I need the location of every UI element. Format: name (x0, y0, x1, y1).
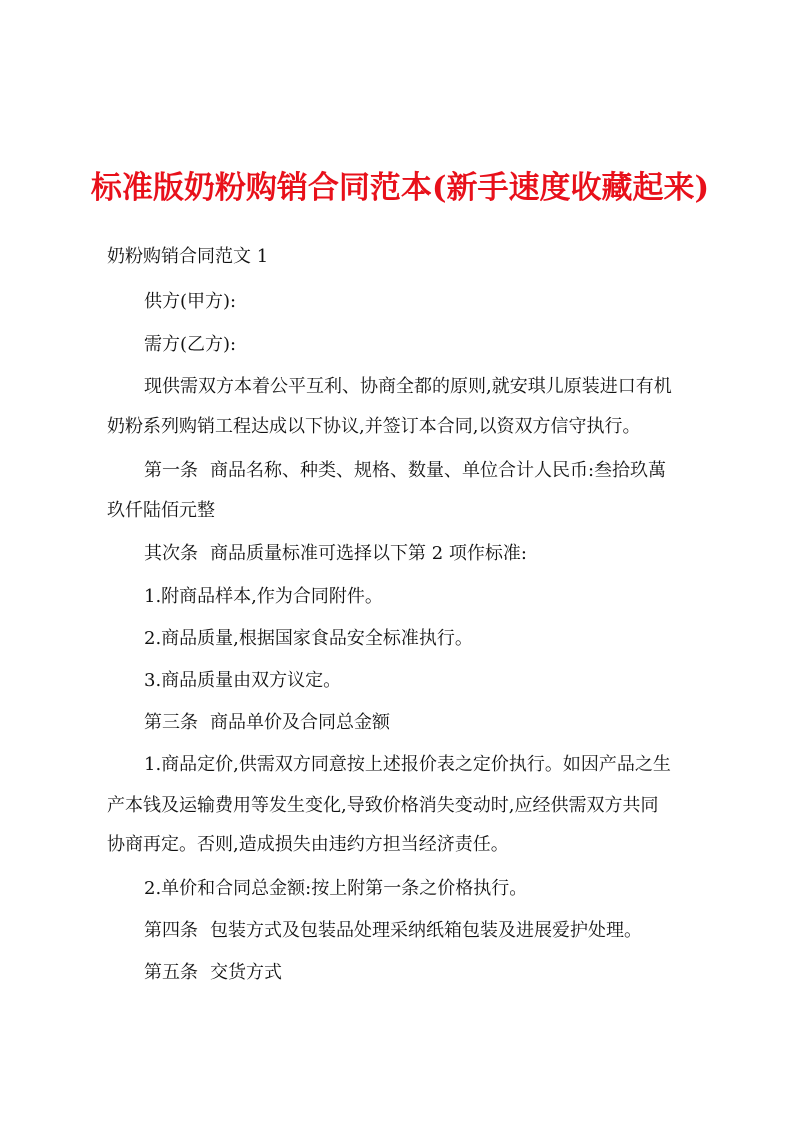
article-1-text: 商品名称、种类、规格、数量、单位合计人民币:叁拾玖萬 (210, 460, 667, 481)
article-2-text: 商品质量标准可选择以下第 2 项作标准: (210, 543, 527, 564)
article-3-item-1-line-1: 1.商品定价,供需双方同意按上述报价表之定价执行。如因产品之生 (144, 754, 671, 775)
article-5-text: 交货方式 (210, 962, 282, 983)
article-5-label: 第五条 (144, 962, 198, 983)
article-4-label: 第四条 (144, 920, 198, 941)
supplier-line: 供方(甲方): (144, 291, 237, 312)
article-1-line-2: 玖仟陆佰元整 (107, 500, 215, 521)
article-4-text: 包装方式及包装品处理采纳纸箱包装及进展爱护处理。 (210, 920, 642, 941)
intro-paragraph-line-2: 奶粉系列购销工程达成以下协议,并签订本合同,以资双方信守执行。 (107, 416, 641, 437)
buyer-line: 需方(乙方): (144, 334, 237, 355)
article-3-label: 第三条 (144, 712, 198, 733)
article-3-item-1-line-3: 协商再定。否则,造成损失由违约方担当经济责任。 (107, 834, 509, 855)
article-3-item-1-line-2: 产本钱及运输费用等发生变化,导致价格消失变动时,应经供需双方共同 (107, 795, 659, 816)
article-3-line (144, 710, 744, 736)
document-title: 标准版奶粉购销合同范本(新手速度收藏起来) (90, 170, 710, 206)
article-2-label: 其次条 (144, 543, 198, 564)
article-2-item-2: 2.商品质量,根据国家食品安全标准执行。 (144, 628, 473, 649)
article-1-label: 第一条 (144, 460, 198, 481)
section-heading: 奶粉购销合同范文 1 (107, 246, 269, 267)
article-3-text: 商品单价及合同总金额 (210, 712, 390, 733)
article-2-item-1: 1.附商品样本,作为合同附件。 (144, 586, 383, 607)
article-5-line (144, 960, 744, 986)
article-2-item-3: 3.商品质量由双方议定。 (144, 670, 342, 691)
article-1-line-1 (144, 458, 744, 484)
article-4-line (144, 918, 744, 944)
article-3-item-2: 2.单价和合同总金额:按上附第一条之价格执行。 (144, 878, 528, 899)
intro-paragraph-line-1: 现供需双方本着公平互利、协商全都的原则,就安琪儿原装进口有机 (144, 376, 672, 397)
article-2-line (144, 541, 744, 567)
